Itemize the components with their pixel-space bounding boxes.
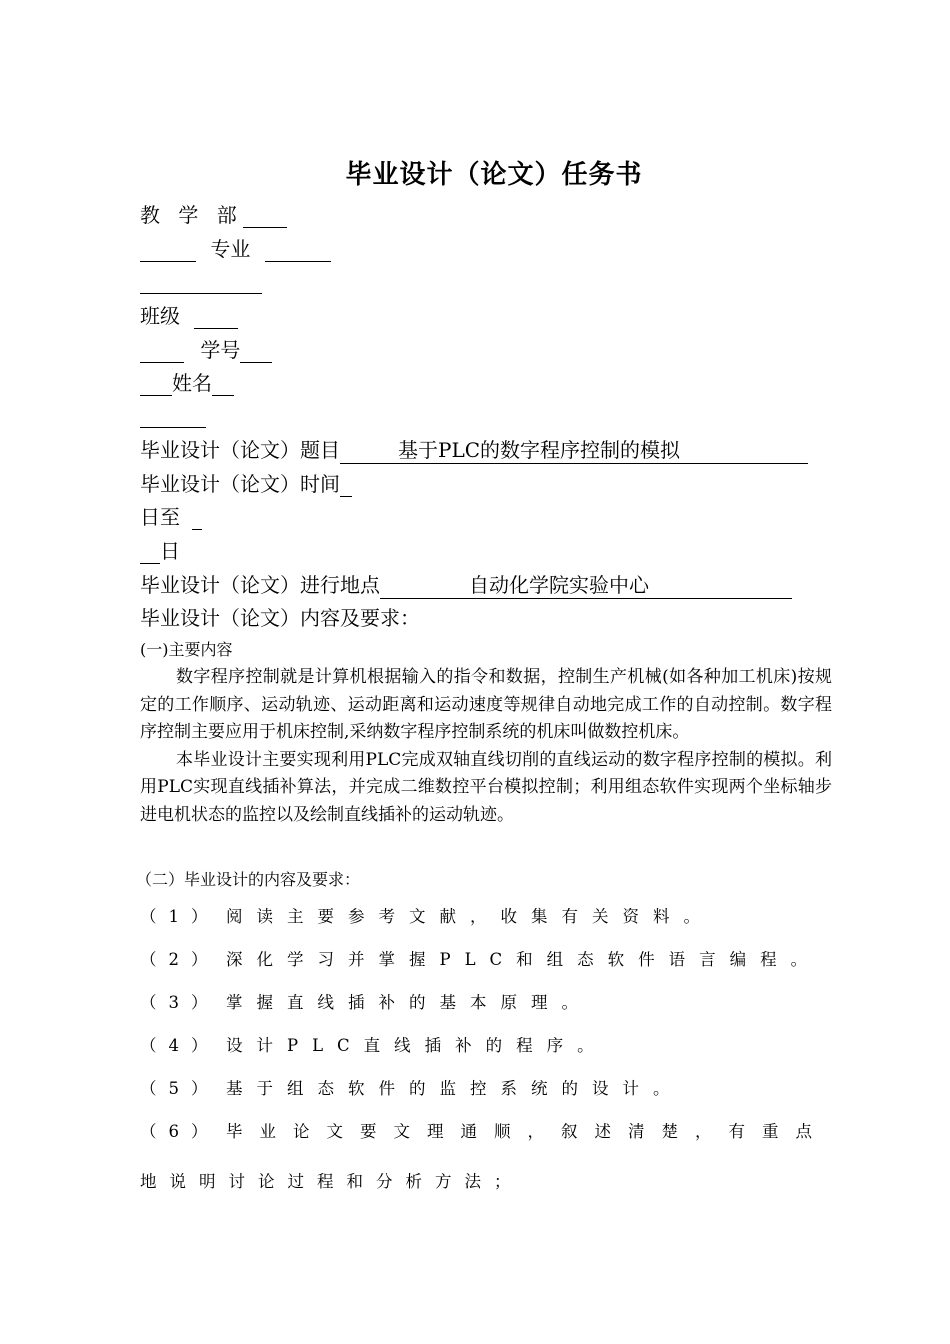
class-label: 班级 [140,304,180,328]
page-title: 毕业设计（论文）任务书 [345,160,643,190]
requirement-text: 毕业论文要文理通顺，叙述清楚，有重点 [226,1122,829,1141]
requirement-number: （5） [140,1079,220,1098]
requirement-number: （3） [140,993,220,1012]
requirement-item-5 [140,1075,830,1099]
class-line [140,303,238,329]
requirement-text: 阅读主要参考文献，收集有关资料。 [226,907,714,926]
requirement-item-3 [140,989,830,1013]
name-blank[interactable] [212,373,234,396]
blank-line-1 [140,268,262,294]
requirement-item-6 [140,1118,830,1142]
requirement-text: 基于组态软件的监控系统的设计。 [226,1079,684,1098]
requirement-number: （2） [140,950,220,969]
dept-blank[interactable] [243,205,287,228]
requirement-text: 深化学习并掌握PLC和组态软件语言编程。 [226,950,822,969]
requirement-number: （6） [140,1122,220,1141]
requirement-number: （4） [140,1036,220,1055]
major-label: 专业 [210,237,251,261]
place-field[interactable] [380,572,792,599]
date-to-label: 日 [160,539,180,563]
section1-heading: (一)主要内容 [140,640,233,659]
class-blank[interactable] [194,306,238,329]
requirement-item-1 [140,903,830,927]
time-blank[interactable] [340,474,352,497]
student-id-blank[interactable] [240,340,272,363]
requirement-item-2 [140,946,830,970]
name-line [140,370,234,396]
time-line [140,471,352,497]
requirement-number: （1） [140,907,220,926]
blank-line-2 [140,402,206,428]
topic-label: 毕业设计（论文）题目 [140,438,340,462]
requirement-item-4 [140,1032,830,1056]
section1-body [140,664,832,829]
section1-paragraph-1: 数字程序控制就是计算机根据输入的指令和数据，控制生产机械(如各种加工机床)按规定的工作顺序、运动轨迹、运动距离和运动速度等规律自动地完成工作的自动控制。数字程序控制主要应用于机床控制,采纳数字程序控制系统的机床叫做数控机床。 [140,667,832,742]
student-id-label: 学号 [200,338,241,362]
name-blank-left[interactable] [140,373,172,396]
content-line [140,605,420,631]
requirement-continuation-text: 地说明讨论过程和分析方法； [140,1172,524,1191]
section1-paragraph-2: 本毕业设计主要实现利用PLC完成双轴直线切削的直线运动的数字程序控制的模拟。利用PLC实现直线插补算法，并完成二维数控平台模拟控制；利用组态软件实现两个坐标轴步进电机状态的监控以及绘制直线插补的运动轨迹。 [140,749,832,825]
content-label: 毕业设计（论文）内容及要求： [140,606,420,630]
date-from-line [140,504,202,530]
topic-field[interactable] [340,437,808,464]
requirement-continuation [140,1168,830,1192]
place-label: 毕业设计（论文）进行地点 [140,573,380,597]
name-label: 姓名 [172,371,212,395]
student-id-blank-left[interactable] [140,340,184,363]
date-to-blank[interactable] [140,541,160,564]
dept-label: 教 学 部 [140,203,243,227]
name-blank-cont[interactable] [140,405,206,428]
dept-line [140,202,287,228]
major-blank-cont[interactable] [140,271,262,294]
section2-heading: （二）毕业设计的内容及要求： [136,870,361,889]
date-from-blank[interactable] [192,507,202,530]
topic-value: 基于PLC的数字程序控制的模拟 [398,438,681,462]
topic-line [140,437,808,464]
requirement-text: 设计PLC直线插补的程序。 [226,1036,608,1055]
major-blank-right[interactable] [265,239,331,262]
date-from-label: 日至 [140,505,180,529]
requirement-text: 掌握直线插补的基本原理。 [226,993,592,1012]
major-blank-left[interactable] [140,239,196,262]
time-label: 毕业设计（论文）时间 [140,472,340,496]
place-line [140,572,792,599]
student-id-line [140,337,272,363]
place-value: 自动化学院实验中心 [469,573,649,597]
date-to-line [140,538,180,564]
major-line [140,236,331,262]
